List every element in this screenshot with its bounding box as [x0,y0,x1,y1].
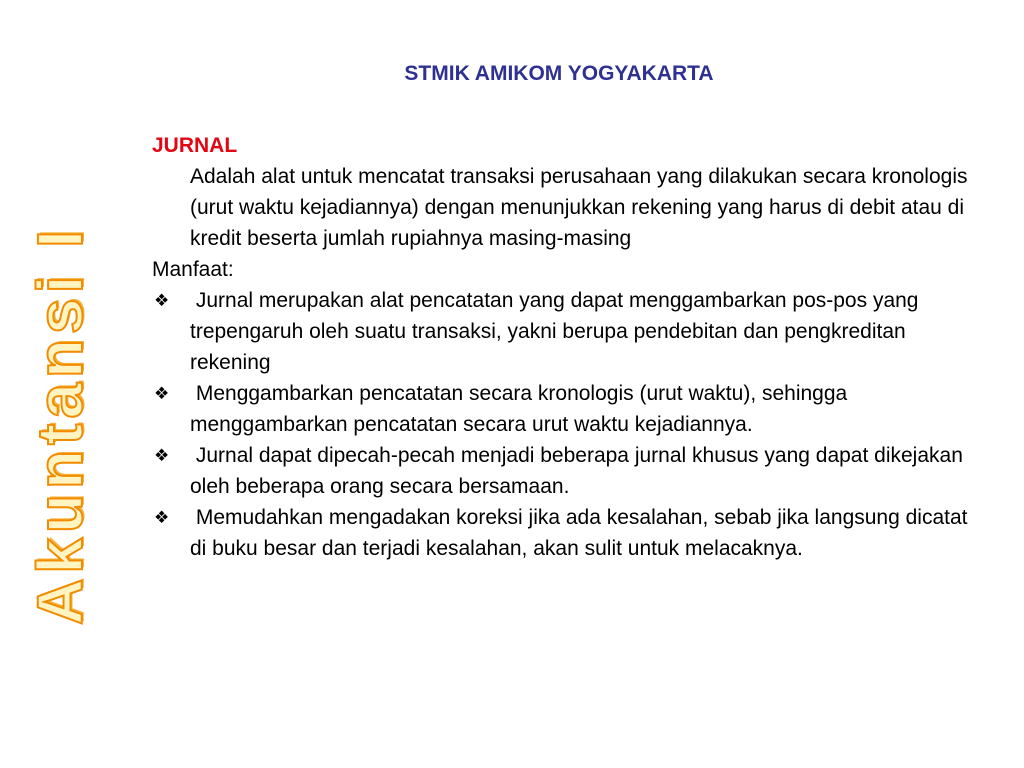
benefit-item [152,285,972,378]
definition-text: Adalah alat untuk mencatat transaksi perusahaan yang dilakukan secara kronologis (urut waktu kejadiannya) dengan menunjukkan rekening yang harus di debit atau di kredit beserta jumlah rupiahnya masing-masing [190,165,968,250]
benefit-text: Jurnal merupakan alat pencatatan yang dapat menggambarkan pos-pos yang trepengaruh oleh suatu transaksi, yakni berupa pendebitan dan pengkreditan rekening [190,289,919,374]
slide-header: STMIK AMIKOM YOGYAKARTA [404,62,714,85]
diamond-bullet-icon: ❖ [154,446,170,465]
benefit-item [152,440,972,502]
benefit-item [152,502,972,564]
benefits-list [152,285,972,564]
diamond-bullet-icon: ❖ [154,291,170,310]
side-title: Akuntansi I [24,225,96,625]
benefit-text: Menggambarkan pencatatan secara kronologis (urut waktu), sehingga menggambarkan pencatatan secara urut waktu kejadiannya. [190,382,848,436]
side-title-container [24,170,96,680]
diamond-bullet-icon: ❖ [154,508,170,527]
benefit-text: Memudahkan mengadakan koreksi jika ada kesalahan, sebab jika langsung dicatat di buku besar dan terjadi kesalahan, akan sulit untuk melacaknya. [190,506,968,560]
benefit-text: Jurnal dapat dipecah-pecah menjadi beberapa jurnal khusus yang dapat dikejakan oleh beberapa orang secara bersamaan. [190,444,963,498]
manfaat-label: Manfaat: [152,258,234,281]
slide-content [152,130,972,564]
section-title: JURNAL [152,134,238,157]
diamond-bullet-icon: ❖ [154,384,170,403]
benefit-item [152,378,972,440]
